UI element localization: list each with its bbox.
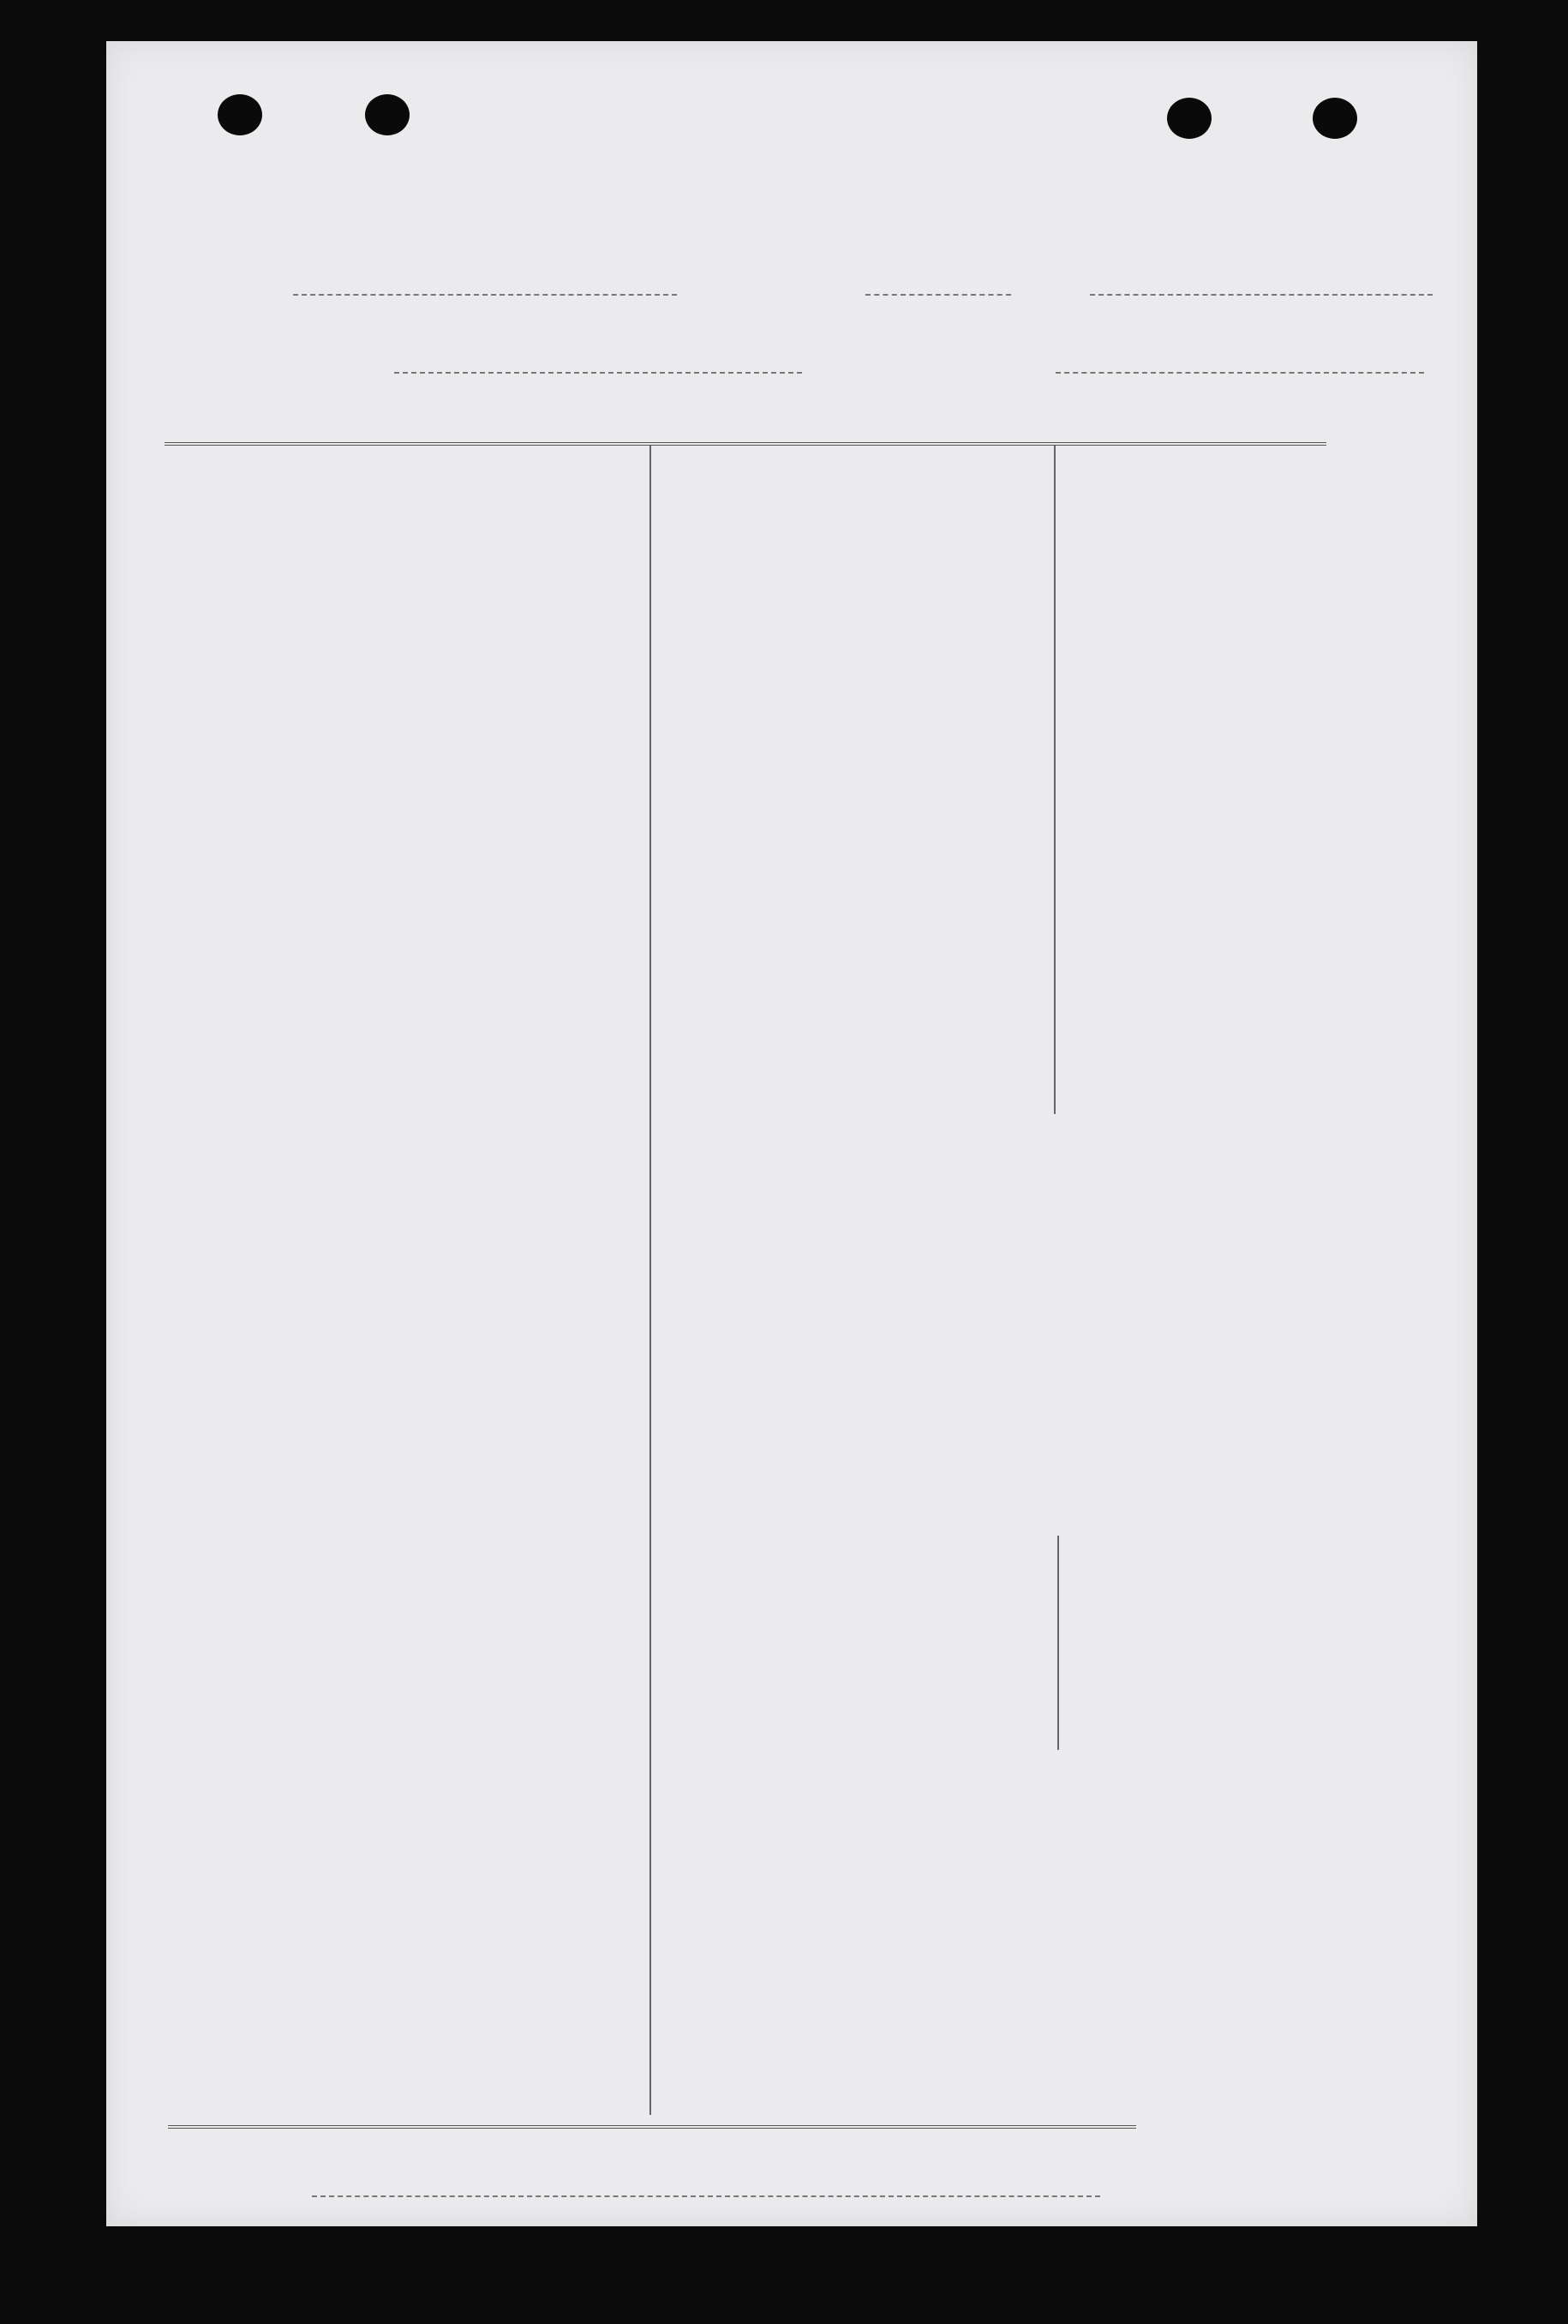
punch-hole: [365, 94, 410, 135]
embarkation-underline: [394, 372, 802, 374]
column-divider-surname: [649, 446, 651, 2115]
punch-hole: [1167, 98, 1212, 139]
manifest-sheet: [106, 41, 1477, 2226]
disembarkation-underline: [1056, 372, 1424, 374]
punch-hole: [218, 94, 262, 135]
flight-underline: [865, 294, 1011, 296]
prepared-by-underline: [312, 2195, 1100, 2197]
table-top-rule: [165, 442, 1326, 446]
table-bottom-rule: [168, 2125, 1136, 2129]
date-underline: [1090, 294, 1433, 296]
punch-hole: [1313, 98, 1357, 139]
column-divider-owner: [1054, 446, 1056, 1114]
column-divider-owner-lower: [1057, 1536, 1059, 1750]
aircraft-underline: [293, 294, 677, 296]
